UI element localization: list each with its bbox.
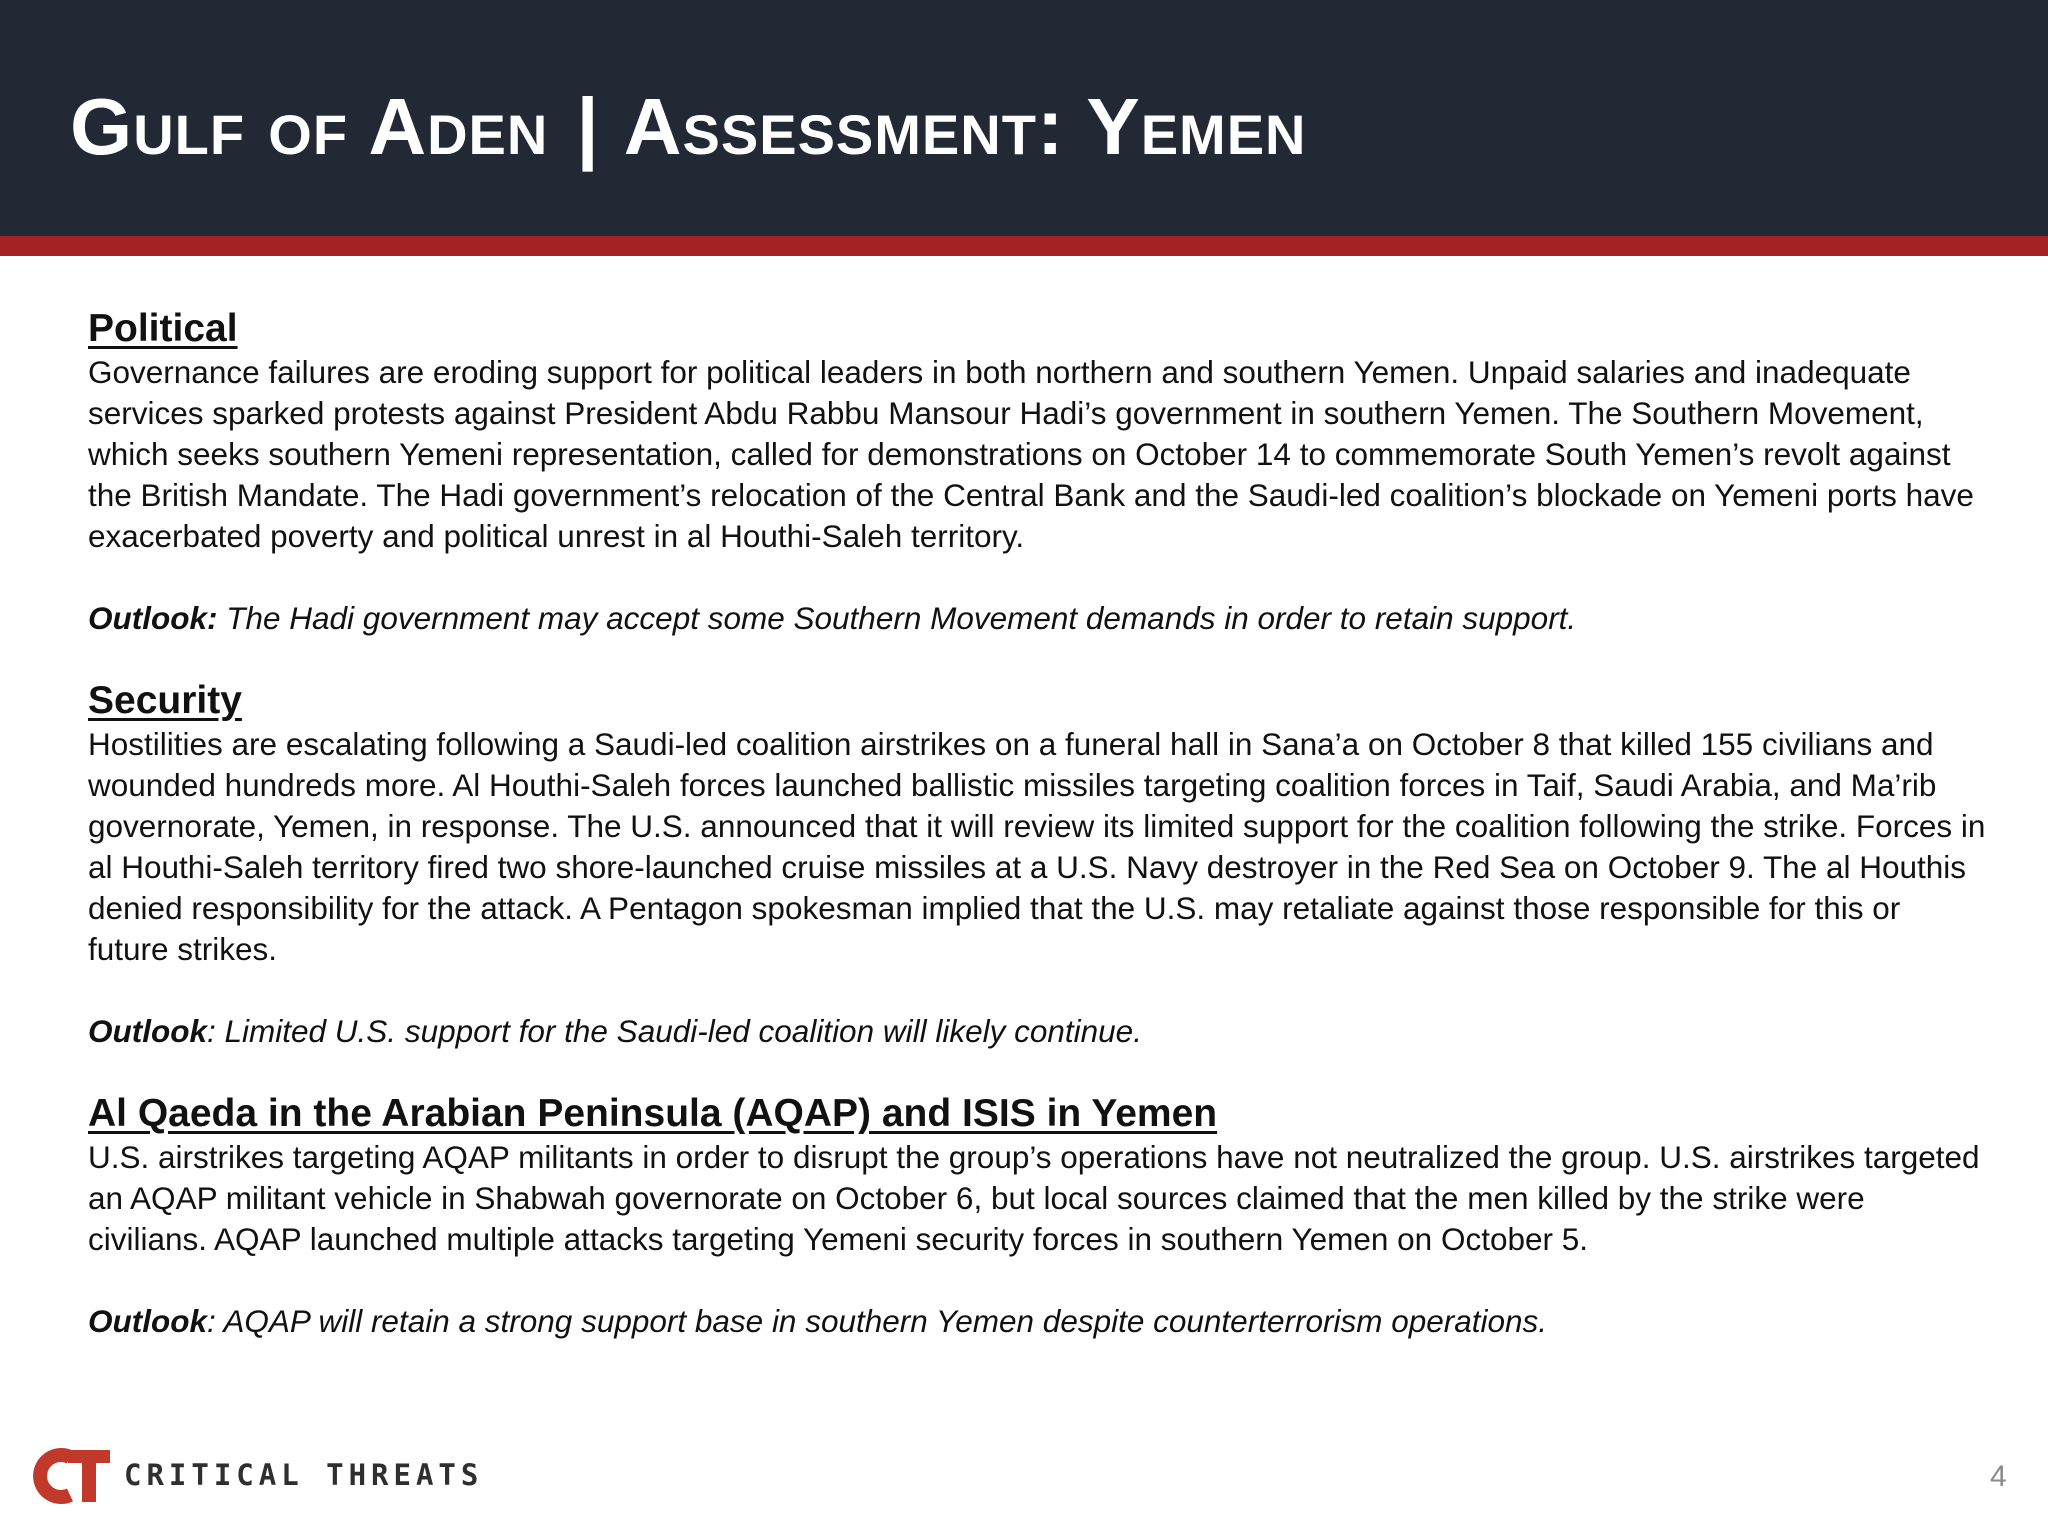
outlook-label: Outlook: xyxy=(88,600,218,636)
outlook-label: Outlook xyxy=(88,1013,207,1049)
title-right: Assessment: Yemen xyxy=(623,82,1307,171)
slide-content xyxy=(88,306,1988,1342)
outlook-line xyxy=(88,1011,1988,1052)
outlook-line xyxy=(88,1301,1988,1342)
section-heading: Al Qaeda in the Arabian Peninsula (AQAP) and ISIS in Yemen xyxy=(88,1092,1218,1135)
outlook-label: Outlook xyxy=(88,1303,207,1339)
outlook-line xyxy=(88,598,1988,639)
title-bar xyxy=(0,0,2048,236)
header-accent-stripe xyxy=(0,236,2048,256)
title-left: Gulf of Aden xyxy=(70,82,549,171)
outlook-text: The Hadi government may accept some Southern Movement demands in order to retain support. xyxy=(217,600,1577,636)
section-security xyxy=(88,678,1988,1052)
ct-logo-icon xyxy=(22,1448,112,1504)
page-number: 4 xyxy=(1990,1460,2007,1493)
section-body: U.S. airstrikes targeting AQAP militants in order to disrupt the group’s operations have not neutralized the group. U.S. airstrikes targeted an AQAP militant vehicle in Shabwah governorate on October 6, but local sources claimed that the men killed by the strike were civilians. AQAP launched multiple attacks targeting Yemeni security forces in southern Yemen on October 5. xyxy=(88,1139,1980,1257)
outlook-text: : Limited U.S. support for the Saudi-led coalition will likely continue. xyxy=(207,1013,1142,1049)
section-heading: Political xyxy=(88,307,238,350)
page-title xyxy=(70,82,1307,172)
section-heading: Security xyxy=(88,679,242,722)
section-aqap xyxy=(88,1091,1988,1342)
section-body: Governance failures are eroding support for political leaders in both northern and southern Yemen. Unpaid salaries and inadequate services sparked protests against President Abdu Rabbu Mansour Hadi’s government in southern Yemen. The Southern Movement, which seeks southern Yemeni representation, called for demonstrations on October 14 to commemorate South Yemen’s revolt against the British Mandate. The Hadi government’s relocation of the Central Bank and the Saudi-led coalition’s blockade on Yemeni ports have exacerbated poverty and political unrest in al Houthi-Saleh territory. xyxy=(88,354,1974,554)
title-separator: | xyxy=(576,82,600,171)
brand-name: CRITICAL THREATS xyxy=(124,1458,484,1492)
outlook-text: : AQAP will retain a strong support base in southern Yemen despite counterterrorism operations. xyxy=(207,1303,1548,1339)
section-political xyxy=(88,306,1988,639)
section-body: Hostilities are escalating following a Saudi-led coalition airstrikes on a funeral hall in Sana’a on October 8 that killed 155 civilians and wounded hundreds more. Al Houthi-Saleh forces launched ballistic missiles targeting coalition forces in Taif, Saudi Arabia, and Ma’rib governorate, Yemen, in response. The U.S. announced that it will review its limited support for the coalition following the strike. Forces in al Houthi-Saleh territory fired two shore-launched cruise missiles at a U.S. Navy destroyer in the Red Sea on October 9. The al Houthis denied responsibility for the attack. A Pentagon spokesman implied that the U.S. may retaliate against those responsible for this or future strikes. xyxy=(88,726,1986,967)
